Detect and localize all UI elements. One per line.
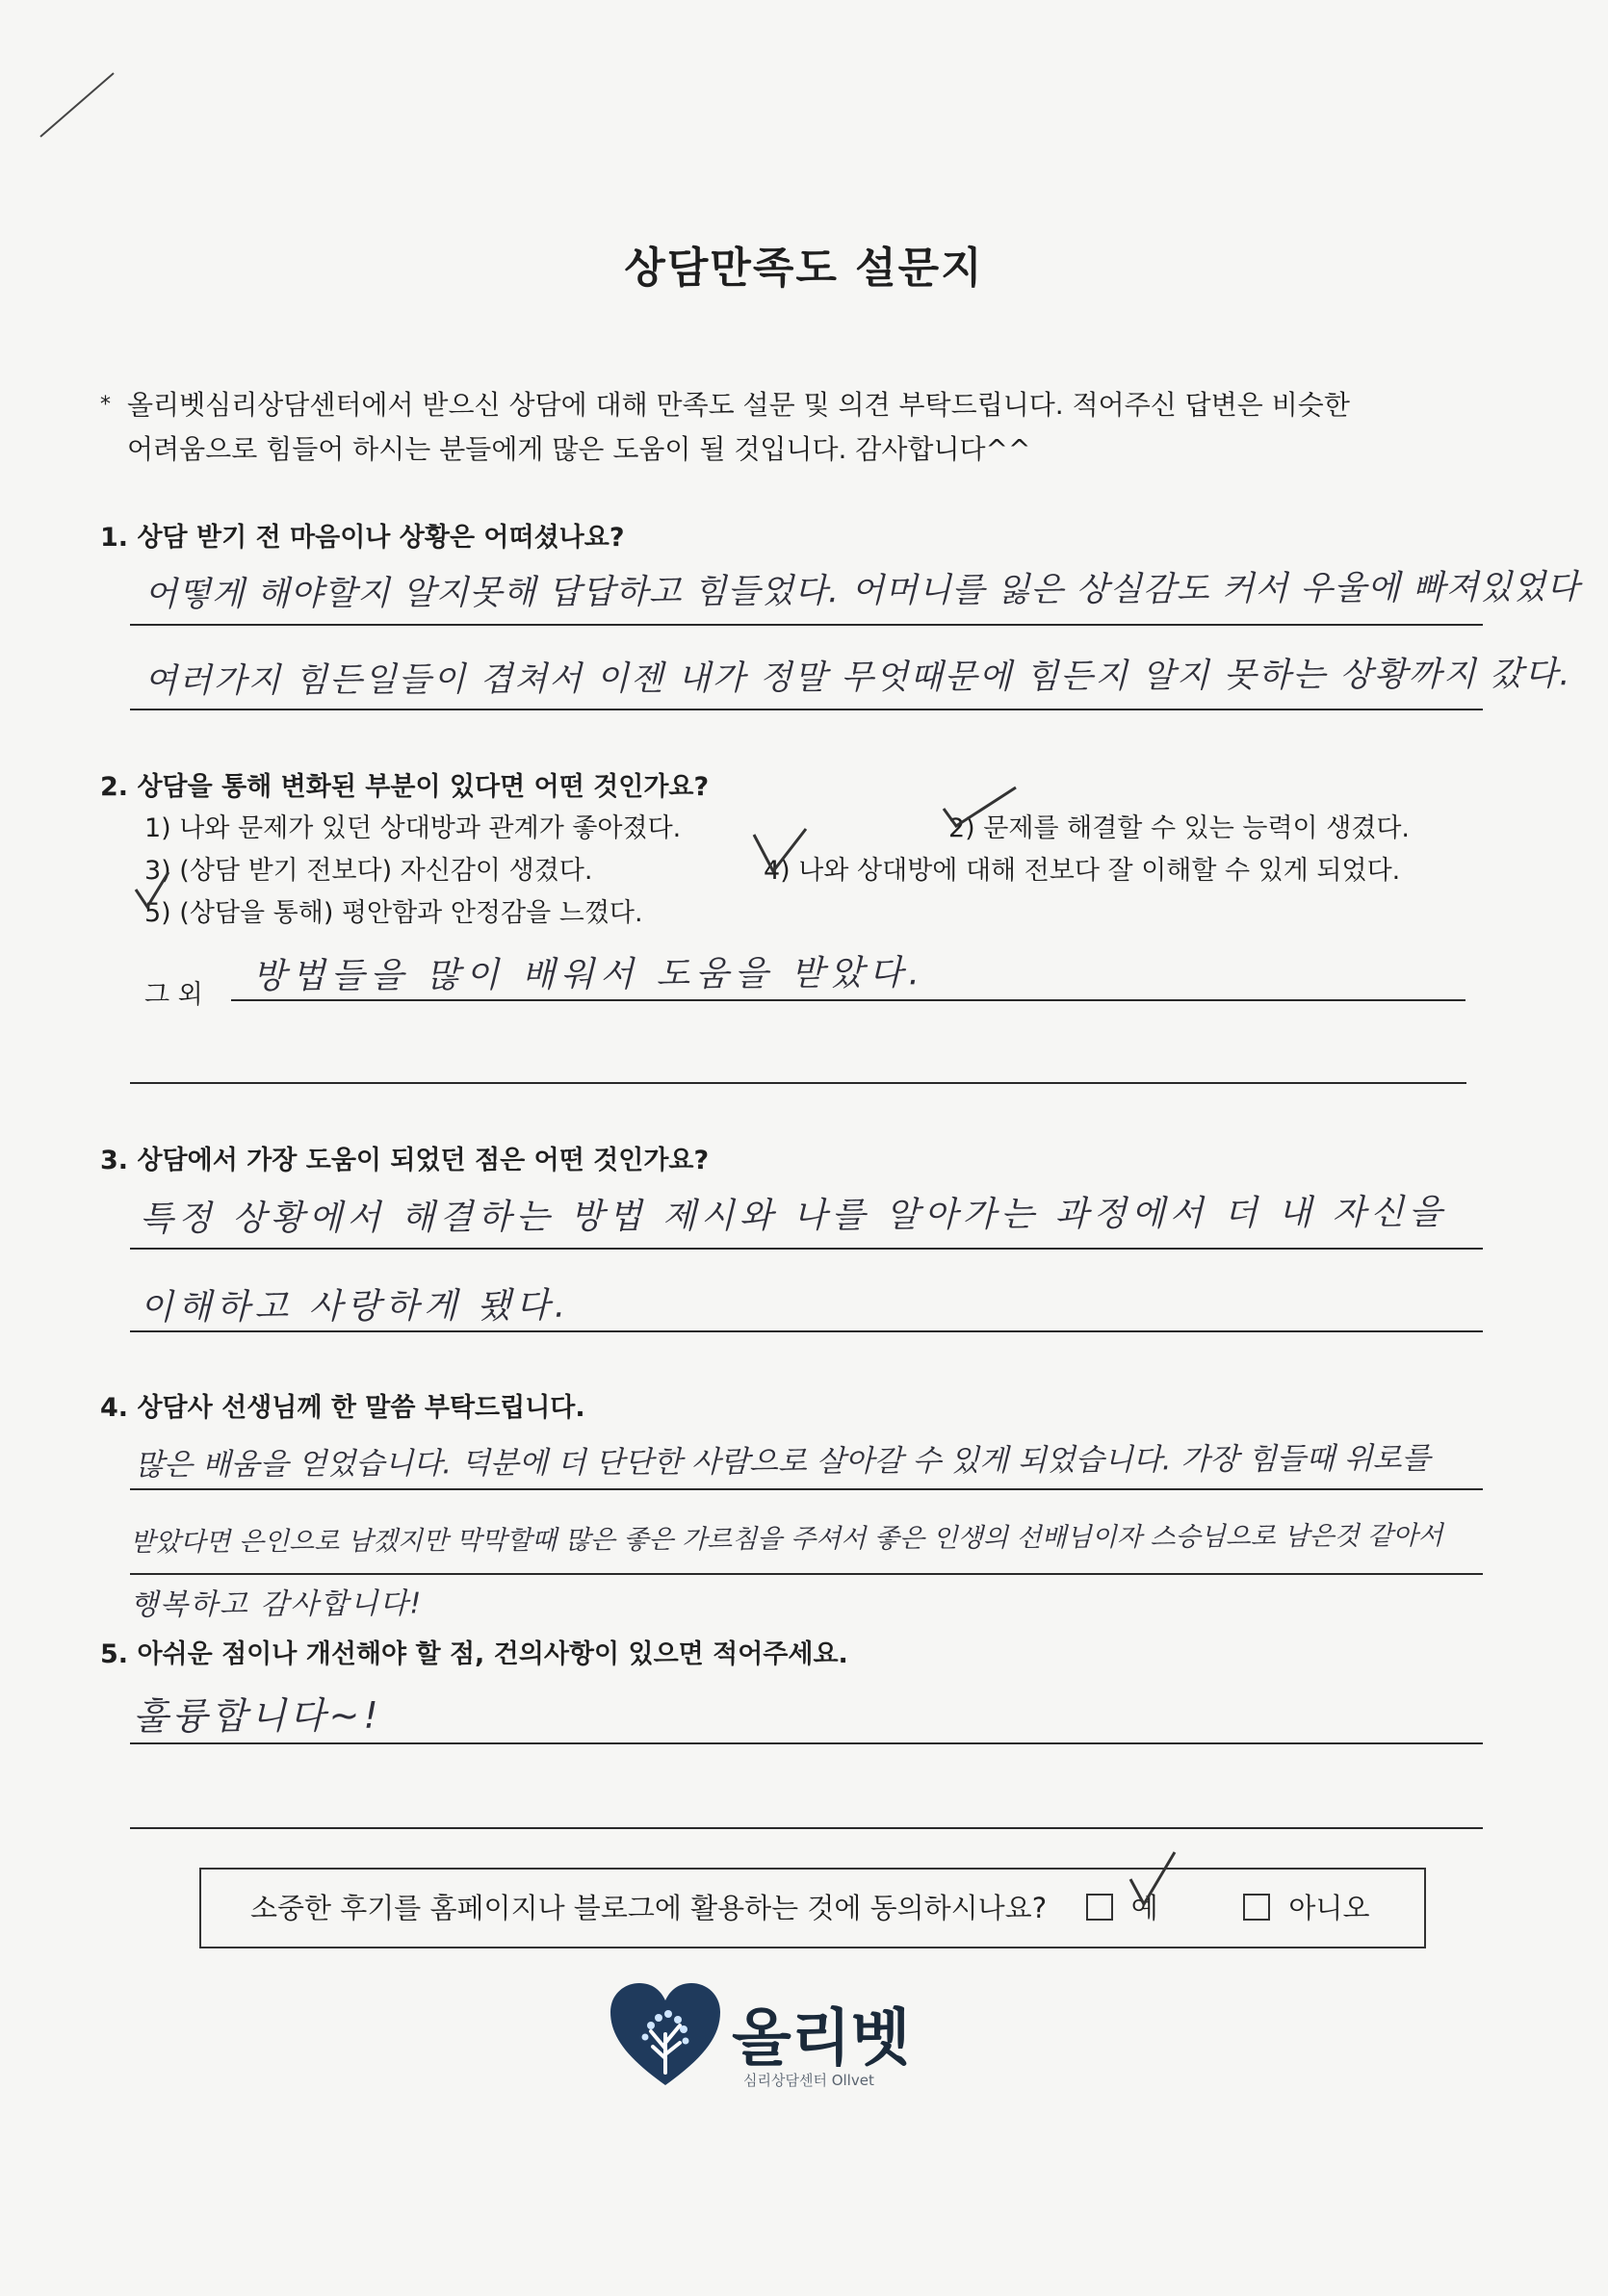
check-mark-option-5	[130, 866, 178, 915]
q2-option-4: 4) 나와 상대방에 대해 전보다 잘 이해할 수 있게 되었다.	[764, 856, 1401, 886]
q3-question: 3. 상담에서 가장 도움이 되었던 점은 어떤 것인가요?	[100, 1146, 710, 1175]
check-mark-option-4	[746, 823, 814, 881]
q5-rule-1	[130, 1742, 1483, 1744]
intro-text	[100, 383, 1506, 472]
consent-yes-check-mark	[1125, 1846, 1182, 1914]
q1-rule-2	[130, 709, 1483, 710]
consent-no-label: 아니오	[1288, 1892, 1370, 1924]
q2-rule-2	[130, 1082, 1466, 1084]
q2-option-2: 2) 문제를 해결할 수 있는 능력이 생겼다.	[948, 813, 1411, 843]
intro-line-2: 어려움으로 힘들어 하시는 분들에게 많은 도움이 될 것입니다. 감사합니다^^	[127, 433, 1031, 465]
page-title: 상담만족도 설문지	[624, 244, 984, 293]
q1-answer-2: 여러가지 힘든일들이 겹쳐서 이젠 내가 정말 무엇때문에 힘든지 알지 못하는 상황까지 갔다.	[143, 655, 1572, 701]
q3-rule-2	[130, 1330, 1483, 1332]
q3-answer-2: 이해하고 사랑하게 됐다.	[139, 1285, 571, 1328]
q3-rule-1	[130, 1248, 1483, 1250]
q2-option-5: 5) (상담을 통해) 평안함과 안정감을 느꼈다.	[144, 898, 643, 928]
pen-mark	[29, 58, 125, 154]
consent-no-checkbox[interactable]	[1243, 1894, 1270, 1921]
q1-answer-1: 어떻게 해야할지 알지못해 답답하고 힘들었다. 어머니를 잃은 상실감도 커서 우울에 빠져있었다	[143, 568, 1581, 614]
check-mark-option-2	[939, 780, 1025, 838]
q2-other-answer: 방법들을 많이 배워서 도움을 받았다.	[251, 953, 925, 996]
logo	[609, 1981, 917, 2097]
consent-yes-label: 예	[1130, 1892, 1158, 1924]
q4-answer-2: 받았다면 은인으로 남겠지만 막막할때 많은 좋은 가르침을 주셔서 좋은 인생의 선배님이자 스승님으로 남은것 같아서	[129, 1520, 1443, 1558]
q4-answer-1: 많은 배움을 얻었습니다. 덕분에 더 단단한 사람으로 살아갈 수 있게 되었습니다. 가장 힘들때 위로를	[134, 1440, 1431, 1483]
logo-name: 올리벳	[732, 2003, 911, 2075]
q2-other-label: 그 외	[144, 980, 203, 1010]
heart-tree-logo-icon	[609, 1981, 722, 2089]
q4-question: 4. 상담사 선생님께 한 말씀 부탁드립니다.	[100, 1393, 585, 1423]
logo-subtitle: 심리상담센터 Ollvet	[743, 2072, 874, 2089]
q4-rule-1	[130, 1488, 1483, 1490]
consent-yes-checkbox[interactable]	[1086, 1894, 1113, 1921]
q2-option-1: 1) 나와 문제가 있던 상대방과 관계가 좋아졌다.	[144, 813, 682, 843]
q2-option-3: 3) (상담 받기 전보다) 자신감이 생겼다.	[144, 856, 593, 886]
q5-rule-2	[130, 1827, 1483, 1829]
q4-answer-3: 행복하고 감사합니다!	[129, 1587, 424, 1622]
q3-answer-1: 특정 상황에서 해결하는 방법 제시와 나를 알아가는 과정에서 더 내 자신을	[139, 1192, 1447, 1239]
intro-star: *	[100, 393, 111, 417]
consent-question: 소중한 후기를 홈페이지나 블로그에 활용하는 것에 동의하시나요?	[250, 1892, 1048, 1924]
q2-rule-1	[231, 999, 1465, 1001]
consent-row	[250, 1887, 1369, 1926]
q1-question: 1. 상담 받기 전 마음이나 상황은 어떠셨나요?	[100, 523, 625, 553]
q5-question: 5. 아쉬운 점이나 개선해야 할 점, 건의사항이 있으면 적어주세요.	[100, 1639, 848, 1669]
q5-answer: 훌륭합니다~!	[132, 1693, 382, 1738]
intro-line-1: 올리벳심리상담센터에서 받으신 상담에 대해 만족도 설문 및 의견 부탁드립니다. 적어주신 답변은 비슷한	[127, 389, 1350, 421]
q4-rule-2	[130, 1573, 1483, 1575]
q1-rule-1	[130, 624, 1483, 626]
q2-question: 2. 상담을 통해 변화된 부분이 있다면 어떤 것인가요?	[100, 772, 710, 802]
